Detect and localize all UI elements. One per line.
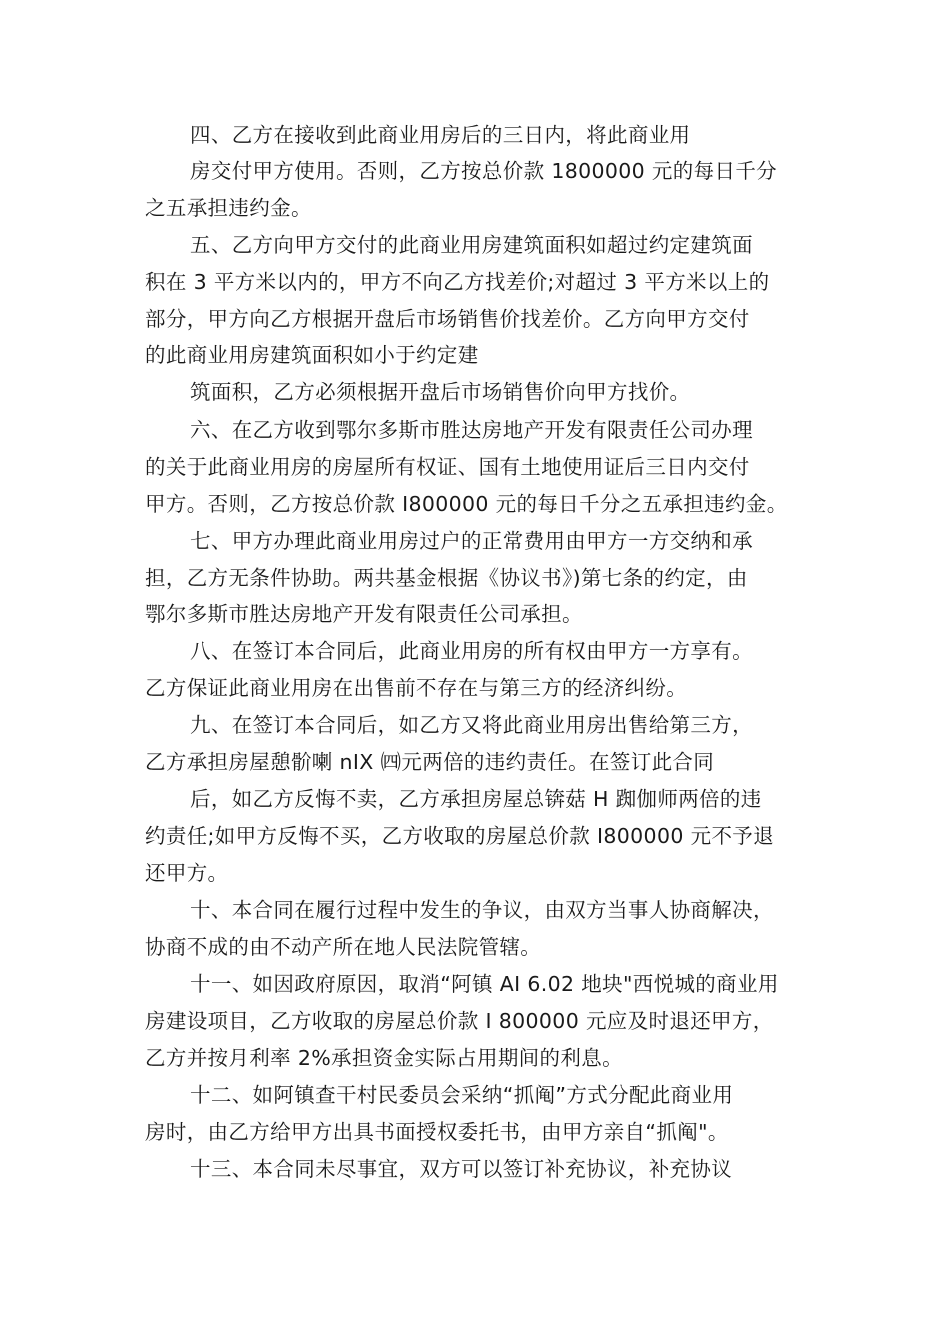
- clause-5-line-3: 部分，甲方向乙方根据开盘后市场销售价找差价。乙方向甲方交付: [145, 307, 750, 331]
- clause-9-line-2: 乙方承担房屋憩骱喇 nIX ㈣元两倍的违约责任。在签订此合同: [145, 750, 715, 774]
- clause-5-line-1: 五、乙方向甲方交付的此商业用房建筑面积如超过约定建筑面: [190, 233, 753, 257]
- clause-8-line-1: 八、在签订本合同后，此商业用房的所有权由甲方一方享有。: [190, 639, 753, 663]
- clause-5-line-5: 筑面积，乙方必须根据开盘后市场销售价向甲方找价。: [190, 380, 691, 404]
- clause-6-line-3: 甲方。否则，乙方按总价款 I800000 元的每日千分之五承担违约金。: [145, 492, 788, 516]
- clause-8-line-2: 乙方保证此商业用房在出售前不存在与第三方的经济纠纷。: [145, 676, 688, 700]
- clause-9-line-4: 约责任;如甲方反悔不买，乙方收取的房屋总价款 I800000 元不予退: [145, 824, 774, 848]
- clause-13-line-1: 十三、本合同未尽事宜，双方可以签订补充协议，补充协议: [190, 1157, 733, 1181]
- clause-4-line-1: 四、乙方在接收到此商业用房后的三日内，将此商业用: [190, 123, 691, 147]
- clause-10-line-1: 十、本合同在履行过程中发生的争议，由双方当事人协商解决，: [190, 898, 774, 922]
- clause-11-line-1: 十一、如因政府原因，取消“阿镇 AI 6.02 地块"西悦城的商业用: [190, 972, 779, 996]
- clause-4-line-2: 房交付甲方使用。否则，乙方按总价款 1800000 元的每日千分: [190, 159, 778, 183]
- clause-10-line-2: 协商不成的由不动产所在地人民法院管辖。: [145, 935, 542, 959]
- clause-6-line-1: 六、在乙方收到鄂尔多斯市胜达房地产开发有限责任公司办理: [190, 418, 753, 442]
- clause-4-line-3: 之五承担违约金。: [145, 196, 312, 220]
- clause-11-line-2: 房建设项目，乙方收取的房屋总价款 I 800000 元应及时退还甲方，: [145, 1009, 774, 1033]
- clause-9-line-1: 九、在签订本合同后，如乙方又将此商业用房出售给第三方，: [190, 713, 753, 737]
- clause-5-line-4: 的此商业用房建筑面积如小于约定建: [145, 343, 479, 367]
- clause-7-line-1: 七、甲方办理此商业用房过户的正常费用由甲方一方交纳和承: [190, 529, 753, 553]
- clause-12-line-1: 十二、如阿镇查干村民委员会采纳“抓阄”方式分配此商业用: [190, 1083, 734, 1107]
- clause-6-line-2: 的关于此商业用房的房屋所有权证、国有土地使用证后三日内交付: [145, 455, 750, 479]
- clause-7-line-2: 担，乙方无条件协助。两共基金根据《协议书》)第七条的约定，由: [145, 566, 748, 590]
- clause-7-line-3: 鄂尔多斯市胜达房地产开发有限责任公司承担。: [145, 602, 583, 626]
- clause-12-line-2: 房时，由乙方给甲方出具书面授权委托书，由甲方亲自“抓阄"。: [145, 1120, 729, 1144]
- clause-9-line-5: 还甲方。: [145, 861, 229, 885]
- clause-9-line-3: 后，如乙方反悔不卖，乙方承担房屋总锛菇 H 踟伽师两倍的违: [190, 787, 762, 811]
- clause-5-line-2: 积在 3 平方米以内的，甲方不向乙方找差价;对超过 3 平方米以上的: [145, 270, 770, 294]
- clause-11-line-3: 乙方并按月利率 2%承担资金实际占用期间的利息。: [145, 1046, 623, 1070]
